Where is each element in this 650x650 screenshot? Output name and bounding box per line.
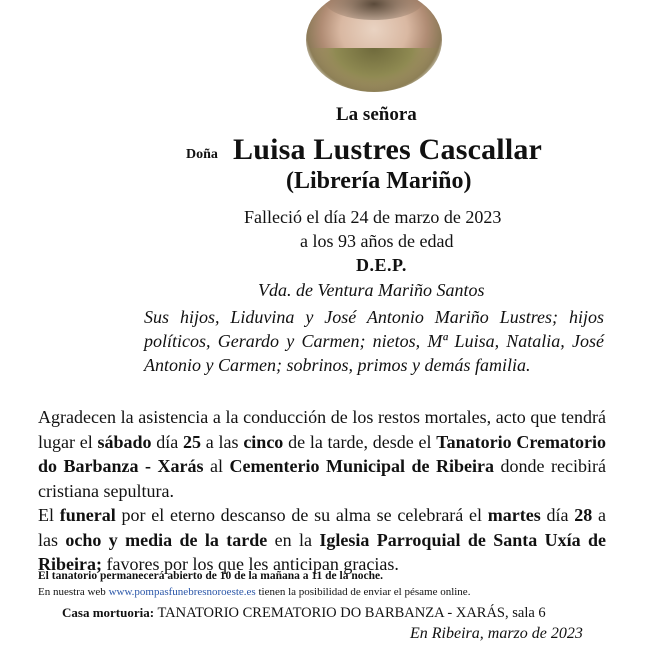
casa-label: Casa mortuoria: bbox=[62, 605, 155, 620]
p1-text-d: de la tarde, desde el bbox=[283, 431, 437, 452]
p1-text-f: donde recibirá cristiana sepultura. bbox=[38, 456, 606, 501]
title-prefix: Doña bbox=[186, 147, 218, 162]
p2-funeral: funeral bbox=[59, 505, 116, 525]
p2-date: 28 bbox=[574, 505, 593, 525]
age-line: a los 93 años de edad bbox=[300, 231, 454, 251]
deceased-name: Luisa Lustres Cascallar bbox=[233, 133, 543, 166]
web-note bbox=[38, 586, 470, 598]
p1-text-c: a las bbox=[201, 431, 244, 452]
widow-line: Vda. de Ventura Mariño Santos bbox=[258, 280, 485, 300]
p2-text-b: por el eterno descanso de su alma se celebrará el bbox=[115, 505, 488, 525]
p1-date: 25 bbox=[183, 431, 202, 452]
web-note-b: tienen la posibilidad de enviar el pésame online. bbox=[255, 586, 471, 598]
p1-day: sábado bbox=[97, 431, 152, 452]
p2-text-f: favores por los que les anticipan gracias. bbox=[101, 554, 399, 574]
deceased-nickname: (Librería Mariño) bbox=[286, 168, 472, 194]
intro-line: La señora bbox=[336, 104, 417, 125]
p2-day: martes bbox=[487, 505, 541, 525]
casa-mortuoria bbox=[62, 605, 546, 622]
portrait-shoulders bbox=[306, 48, 442, 92]
signature-line: En Ribeira, marzo de 2023 bbox=[410, 625, 583, 642]
p2-place: Iglesia Parroquial de Santa Uxía de Ribeira; bbox=[38, 529, 606, 574]
p2-text-a: El bbox=[38, 505, 60, 525]
p2-text-d: a las bbox=[38, 505, 606, 550]
p1-text-e: al bbox=[203, 456, 230, 476]
web-note-a: En nuestra web bbox=[38, 586, 109, 598]
p1-time: cinco bbox=[243, 431, 284, 452]
dep-line: D.E.P. bbox=[356, 255, 407, 275]
family-list: Sus hijos, Liduvina y José Antonio Mariño Lustres; hijos políticos, Gerardo y Carmen; nietos, Mª Luisa, Natalia, José Antonio y Carmen; sobrinos, primos y demás familia. bbox=[144, 307, 604, 375]
p1-from: Tanatorio Crematorio do Barbanza - Xarás bbox=[38, 431, 607, 476]
p1-text-b: día bbox=[151, 431, 184, 452]
portrait-photo bbox=[306, 0, 442, 92]
p1-text-a: Agradecen la asistencia a la conducción de los restos mortales, acto que tendrá lugar el bbox=[38, 407, 606, 452]
casa-value: TANATORIO CREMATORIO DO BARBANZA - XARÁS, sala 6 bbox=[157, 605, 546, 621]
web-link[interactable]: www.pompasfunebresnoroeste.es bbox=[108, 586, 256, 598]
p2-text-e: en la bbox=[267, 529, 320, 550]
ceremony-text bbox=[38, 405, 606, 577]
death-date-line: Falleció el día 24 de marzo de 2023 bbox=[244, 207, 502, 227]
p1-to: Cementerio Municipal de Ribeira bbox=[229, 456, 495, 476]
p2-time: ocho y media de la tarde bbox=[65, 529, 268, 550]
hours-note: El tanatorio permanecerá abierto de 10 de la mañana a 11 de la noche. bbox=[38, 570, 383, 582]
portrait-hair bbox=[324, 0, 424, 20]
p2-text-c: día bbox=[540, 505, 575, 525]
